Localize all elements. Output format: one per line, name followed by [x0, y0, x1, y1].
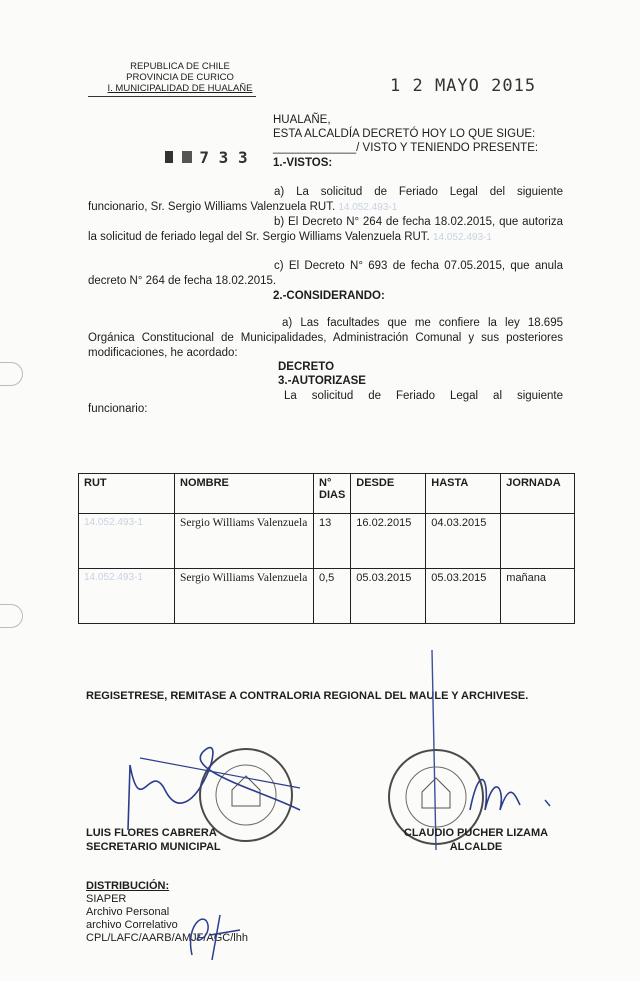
- left-signer-name: LUIS FLORES CABRERA: [86, 827, 217, 839]
- cell-hasta: 04.03.2015: [426, 514, 501, 569]
- cell-jornada: mañana: [501, 569, 575, 624]
- visto-b-text: b) El Decreto N° 264 de fecha 18.02.2015, que autoriza la solicitud de feriado legal del Sr. Sergio Williams Valenzuela RUT.: [88, 216, 563, 243]
- letterhead-line-3: I. MUNICIPALIDAD DE HUALAÑE: [107, 83, 253, 94]
- visto-c: [88, 259, 563, 289]
- table-row: [79, 569, 575, 624]
- visto-a-text: a) La solicitud de Feriado Legal del siguiente funcionario, Sr. Sergio Williams Valenzuela RUT.: [88, 186, 563, 213]
- vistos-heading: 1.-VISTOS:: [273, 157, 333, 169]
- cell-dias: 0,5: [314, 569, 351, 624]
- cell-desde: 16.02.2015: [351, 514, 426, 569]
- cell-jornada: [501, 514, 575, 569]
- cell-nombre: Sergio Williams Valenzuela: [175, 569, 314, 624]
- visto-b-rut: 14.052.493-1: [432, 232, 492, 243]
- stamp-mark-icon: [182, 151, 192, 163]
- distribution-item: CPL/LAFC/AARB/AMJF/AGC/lhh: [86, 932, 248, 944]
- distribution-item: SIAPER: [86, 893, 127, 905]
- punch-hole-top: [0, 362, 23, 386]
- col-rut: RUT: [79, 474, 175, 514]
- table-row: [79, 514, 575, 569]
- letterhead-line-2: PROVINCIA DE CURICO: [126, 72, 234, 83]
- intro-block: [273, 113, 538, 170]
- autorizase-heading: 3.-AUTORIZASE: [278, 375, 366, 387]
- registration-line: REGISETRESE, REMITASE A CONTRALORIA REGIONAL DEL MAULE Y ARCHIVESE.: [86, 690, 529, 702]
- col-jornada: JORNADA: [501, 474, 575, 514]
- cell-hasta: 05.03.2015: [426, 569, 501, 624]
- intro-line-1: ESTA ALCALDÍA DECRETÓ HOY LO QUE SIGUE:: [273, 128, 536, 140]
- decreto-line-1: La solicitud de Feriado Legal al siguiente: [284, 390, 563, 402]
- right-signature-icon: [470, 780, 520, 810]
- visto-a-rut: 14.052.493-1: [338, 202, 398, 213]
- distribution-item: Archivo Personal: [86, 906, 170, 918]
- distribution-item: archivo Correlativo: [86, 919, 178, 931]
- left-signer-title: SECRETARIO MUNICIPAL: [86, 841, 221, 853]
- intro-line-2: _____________/ VISTO Y TENIENDO PRESENTE:: [273, 142, 539, 154]
- intro-city: HUALAÑE,: [273, 114, 331, 126]
- col-dias: N° DIAS: [314, 474, 351, 514]
- cell-rut: 14.052.493-1: [79, 569, 175, 624]
- distribution-heading: DISTRIBUCIÓN:: [86, 880, 170, 892]
- cell-desde: 05.03.2015: [351, 569, 426, 624]
- feriado-table: [78, 473, 575, 624]
- right-signature-block: [400, 826, 552, 854]
- considerando-heading: 2.-CONSIDERANDO:: [273, 290, 385, 302]
- visto-c-text: c) El Decreto N° 693 de fecha 07.05.2015, que anula decreto N° 264 de fecha 18.02.2015.: [88, 260, 563, 287]
- col-nombre: NOMBRE: [175, 474, 314, 514]
- stamp-mark-icon: [165, 151, 173, 163]
- right-signer-title: ALCALDE: [449, 841, 503, 853]
- punch-hole-bottom: [0, 604, 23, 628]
- decree-number-stamp: [165, 148, 248, 167]
- cell-rut: 14.052.493-1: [79, 514, 175, 569]
- decreto-heading: DECRETO: [278, 361, 335, 373]
- left-signature-flourish: [140, 758, 300, 788]
- letterhead-line-1: REPUBLICA DE CHILE: [130, 61, 230, 72]
- letterhead-rule: [88, 96, 256, 97]
- letterhead: [90, 61, 270, 94]
- right-signer-name: CLAUDIO PUCHER LIZAMA: [403, 827, 549, 839]
- cell-nombre: Sergio Williams Valenzuela: [175, 514, 314, 569]
- decreto-line-2: funcionario:: [88, 403, 148, 415]
- visto-a: [88, 185, 563, 215]
- cell-dias: 13: [314, 514, 351, 569]
- table-header-row: [79, 474, 575, 514]
- pen-dot: [545, 800, 550, 806]
- col-desde: DESDE: [351, 474, 426, 514]
- col-hasta: HASTA: [426, 474, 501, 514]
- date-stamp: 1 2 MAYO 2015: [390, 76, 537, 96]
- left-signature-block: [86, 826, 221, 854]
- visto-b: [88, 215, 563, 245]
- considerando-a-text: a) Las facultades que me confiere la ley 18.695 Orgánica Constitucional de Municipalidades, Administración Comunal y sus posteriores modificaciones, he acordado:: [88, 317, 563, 359]
- initials-signature-icon: [180, 905, 260, 965]
- considerando-a: [88, 316, 563, 361]
- decree-number: 7 3 3: [199, 148, 248, 167]
